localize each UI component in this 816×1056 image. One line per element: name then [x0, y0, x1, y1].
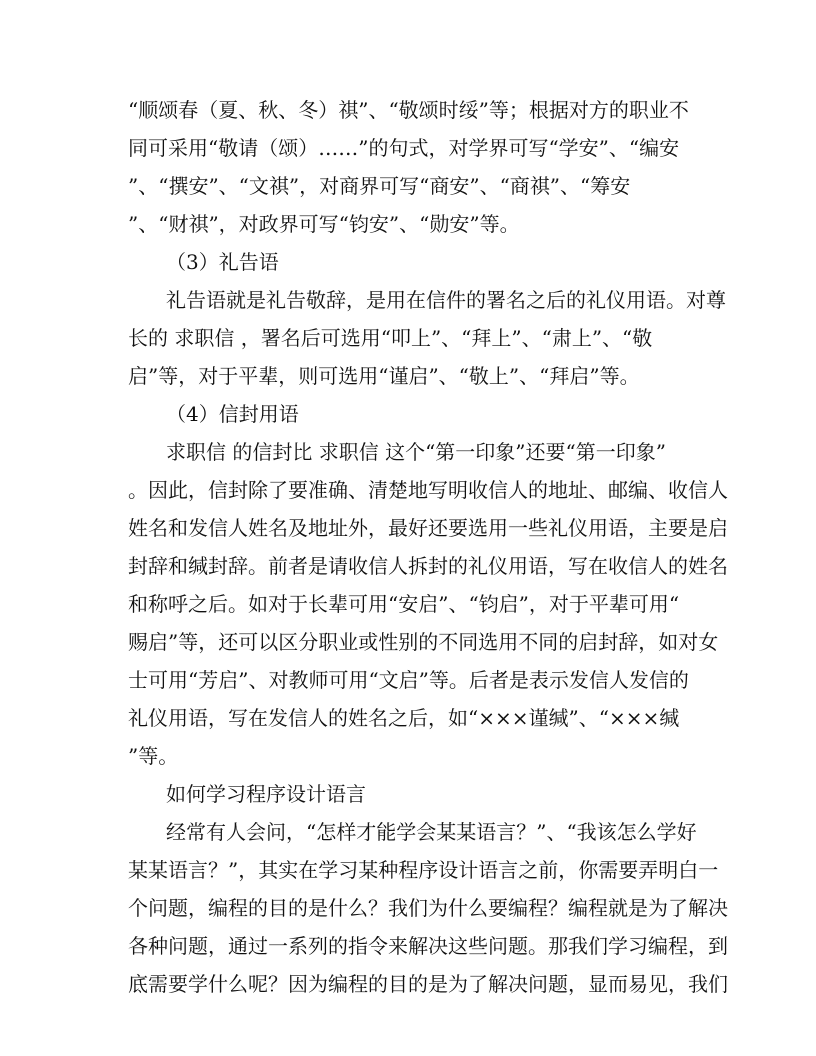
text-line: 长的 求职信 ，署名后可选用“叩上”、“拜上”、“肃上”、“敬	[128, 326, 653, 350]
text-line: 。因此，信封除了要准确、清楚地写明收信人的地址、邮编、收信人	[128, 478, 728, 502]
text-line: ”、“财祺”，对政界可写“钧安”、“勋安”等。	[128, 212, 520, 236]
section-heading: （3）礼告语	[166, 250, 279, 274]
text-line: 赐启”等，还可以区分职业或性别的不同选用不同的启封辞，如对女	[128, 630, 719, 654]
text-line: 经常有人会问，“怎样才能学会某某语言？”、“我该怎么学好	[166, 820, 697, 844]
text-line: 姓名和发信人姓名及地址外，最好还要选用一些礼仪用语，主要是启	[128, 516, 728, 540]
text-line: 某某语言？”，其实在学习某种程序设计语言之前，你需要弄明白一	[128, 858, 719, 882]
section-heading: （4）信封用语	[166, 402, 299, 426]
text-line: ”等。	[128, 744, 179, 768]
text-line: 士可用“芳启”、对教师可用“文启”等。后者是表示发信人发信的	[128, 668, 689, 692]
text-line: 个问题，编程的目的是什么？我们为什么要编程？编程就是为了解决	[128, 896, 728, 920]
text-line: 礼告语就是礼告敬辞，是用在信件的署名之后的礼仪用语。对尊	[166, 288, 726, 312]
text-line: 封辞和缄封辞。前者是请收信人拆封的礼仪用语，写在收信人的姓名	[128, 554, 728, 578]
text-line: ”、“撰安”、“文祺”，对商界可写“商安”、“商祺”、“筹安	[128, 174, 631, 198]
text-line: 底需要学什么呢？因为编程的目的是为了解决问题，显而易见，我们	[128, 972, 728, 996]
text-line: 启”等，对于平辈，则可选用“谨启”、“敬上”、“拜启”等。	[128, 364, 640, 388]
text-line: 礼仪用语，写在发信人的姓名之后，如“×××谨缄”、“×××缄	[128, 706, 680, 730]
text-line: 和称呼之后。如对于长辈可用“安启”、“钧启”，对于平辈可用“	[128, 592, 680, 616]
text-line: “顺颂春（夏、秋、冬）祺”、“敬颂时绥”等；根据对方的职业不	[128, 98, 689, 122]
article-title: 如何学习程序设计语言	[166, 782, 366, 806]
text-line: 各种问题，通过一系列的指令来解决这些问题。那我们学习编程，到	[128, 934, 728, 958]
text-line: 求职信 的信封比 求职信 这个“第一印象”还要“第一印象”	[166, 440, 666, 464]
text-line: 同可采用“敬请（颂）……”的句式，对学界可写“学安”、“编安	[128, 136, 680, 160]
